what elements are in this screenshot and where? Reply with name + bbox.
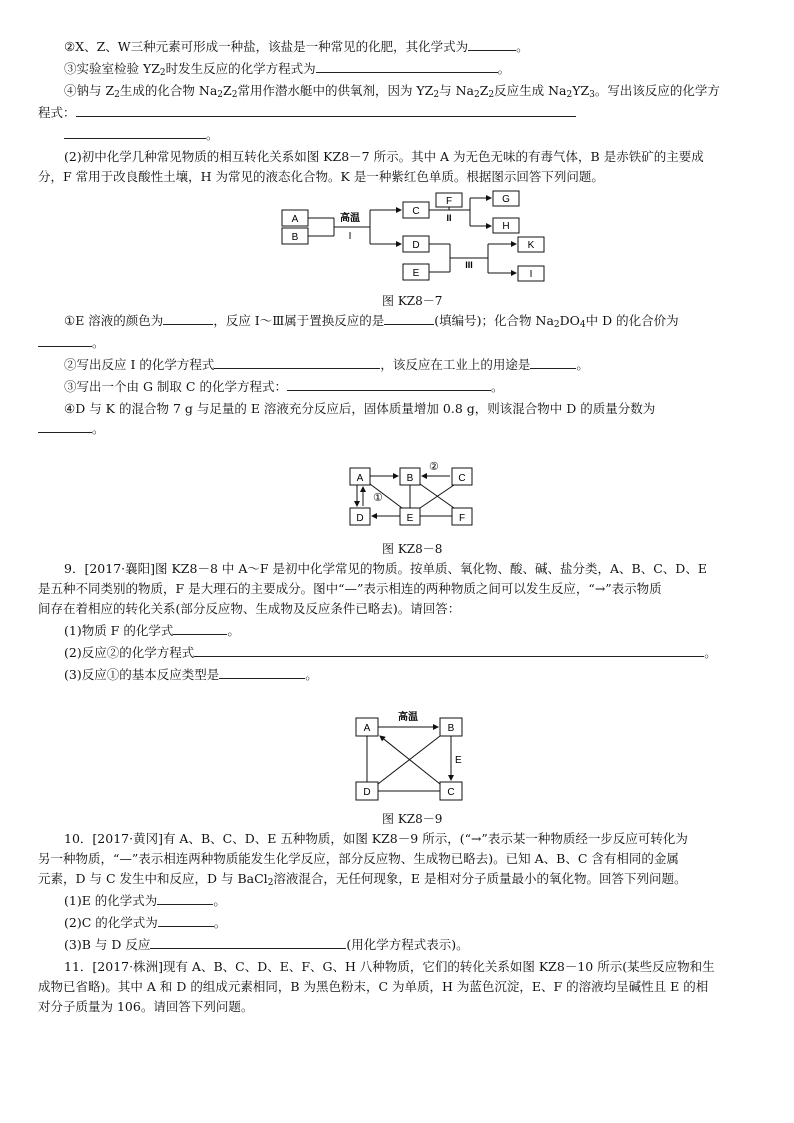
answer-blank[interactable] bbox=[219, 666, 305, 679]
condition-high-temp: 高温 bbox=[398, 712, 418, 723]
answer-blank[interactable] bbox=[316, 60, 498, 73]
q8-part2-line2: 分，F 常用于改良酸性土壤，H 为常见的液态化合物。K 是一种紫红色单质。根据图示回答下列问题。 bbox=[38, 169, 604, 184]
q9-answer2: (2)反应②的化学方程式 。 bbox=[64, 645, 717, 660]
box-label-b: B bbox=[291, 232, 299, 243]
answer-blank[interactable] bbox=[530, 356, 576, 369]
box-label-g: G bbox=[502, 194, 510, 205]
box-label-d: D bbox=[356, 513, 364, 524]
box-label-h: H bbox=[502, 221, 510, 232]
box-label-e: E bbox=[406, 513, 414, 524]
q8-item4-cont: 程式： bbox=[38, 104, 576, 122]
q10-answer1: (1)E 的化学式为 。 bbox=[64, 893, 226, 908]
box-label-d: D bbox=[363, 787, 371, 798]
figure-caption: 图 KZ8－8 bbox=[382, 542, 443, 556]
answer-blank[interactable] bbox=[468, 38, 516, 51]
box-label-f: F bbox=[458, 513, 466, 524]
box-label-a: A bbox=[291, 214, 299, 225]
reaction-number-1: ① bbox=[373, 492, 383, 504]
q9-answer1: (1)物质 F 的化学式 。 bbox=[64, 623, 240, 638]
box-label-e: E bbox=[412, 268, 420, 279]
answer-blank[interactable] bbox=[38, 420, 92, 433]
answer-blank[interactable] bbox=[38, 334, 92, 347]
q8-sub1-cont: 。 bbox=[38, 334, 105, 352]
q10-stem-line3: 元素，D 与 C 发生中和反应，D 与 BaCl$_2$溶液混合，无任何现象，E 是相对分子质量最小的氧化物。回答下列问题。 bbox=[38, 871, 687, 888]
reaction-number-2: ② bbox=[429, 461, 439, 473]
reaction-label-3: III bbox=[465, 260, 473, 270]
condition-high-temp: 高温 bbox=[340, 213, 360, 224]
q8-sub4: ④D 与 K 的混合物 7 g 与足量的 E 溶液充分反应后，固体质量增加 0.8 g，则该混合物中 D 的质量分数为 bbox=[64, 401, 656, 416]
q8-item2: ②X、Z、W三种元素可形成一种盐，该盐是一种常见的化肥，其化学式为 。 bbox=[64, 39, 529, 54]
box-label-k: K bbox=[527, 240, 535, 251]
q8-sub1: ①E 溶液的颜色为 ，反应 Ⅰ～Ⅲ属于置换反应的是 (填编号)；化合物 $Na_2DO_4$中 D 的化合价为 bbox=[64, 313, 679, 330]
figure-kz8-7 bbox=[270, 188, 550, 288]
q11-stem-line3: 对分子质量为 106。请回答下列问题。 bbox=[38, 999, 254, 1014]
q8-item4-end: 。 bbox=[64, 126, 219, 144]
q9-stem-line2: 是五种不同类别的物质，F 是大理石的主要成分。图中“—”表示相连的两种物质之间可以发生反应，“→”表示物质 bbox=[38, 581, 662, 596]
box-label-a: A bbox=[356, 473, 364, 484]
answer-blank[interactable] bbox=[163, 312, 213, 325]
answer-blank[interactable] bbox=[157, 892, 213, 905]
q9-stem-line1: 9．[2017·襄阳]图 KZ8－8 中 A～F 是初中化学常见的物质。按单质、氧化物、酸、碱、盐分类，A、B、C、D、E bbox=[64, 561, 707, 576]
edge-label-e: E bbox=[455, 755, 462, 766]
figure-kz8-8 bbox=[345, 460, 477, 532]
q9-answer3: (3)反应①的基本反应类型是 。 bbox=[64, 667, 318, 682]
answer-blank[interactable] bbox=[150, 936, 346, 949]
q10-answer2: (2)C 的化学式为 。 bbox=[64, 915, 227, 930]
answer-blank[interactable] bbox=[64, 126, 206, 139]
q11-stem-line1: 11．[2017·株洲]现有 A、B、C、D、E、F、G、H 八种物质，它们的转化关系如图 KZ8－10 所示(某些反应物和生 bbox=[64, 959, 715, 974]
answer-blank[interactable] bbox=[173, 622, 227, 635]
figure-caption: 图 KZ8－7 bbox=[382, 294, 443, 308]
q8-sub3: ③写出一个由 G 制取 C 的化学方程式： 。 bbox=[64, 379, 504, 394]
figure-kz8-9 bbox=[350, 708, 470, 804]
box-label-i: I bbox=[529, 269, 533, 280]
answer-blank[interactable] bbox=[214, 356, 380, 369]
answer-blank[interactable] bbox=[194, 644, 704, 657]
q10-stem-line1: 10．[2017·黄冈]有 A、B、C、D、E 五种物质，如图 KZ8－9 所示，(“→”表示某一种物质经一步反应可转化为 bbox=[64, 831, 688, 846]
q8-item4: ④钠与 $Z_2$生成的化合物 $Na_2Z_2$常用作潜水艇中的供氧剂，因为 $YZ_2$与 $Na_2Z_2$反应生成 $Na_2YZ_3$。写出该反应的化学方 bbox=[64, 83, 720, 100]
q8-part2-line1: (2)初中化学几种常见物质的相互转化关系如图 KZ8－7 所示。其中 A 为无色无味的有毒气体，B 是赤铁矿的主要成 bbox=[64, 149, 704, 164]
figure-caption: 图 KZ8－9 bbox=[382, 812, 443, 826]
box-label-f: F bbox=[445, 196, 453, 207]
q8-sub2: ②写出反应 Ⅰ 的化学方程式 ，该反应在工业上的用途是 。 bbox=[64, 357, 589, 372]
box-label-c: C bbox=[458, 473, 466, 484]
q8-sub4-cont: 。 bbox=[38, 420, 105, 438]
answer-blank[interactable] bbox=[76, 104, 576, 117]
q8-item3: ③实验室检验 $YZ_2$时发生反应的化学方程式为 。 bbox=[64, 61, 511, 78]
q10-answer3: (3)B 与 D 反应 (用化学方程式表示)。 bbox=[64, 937, 469, 952]
box-label-d: D bbox=[412, 240, 420, 251]
q11-stem-line2: 成物已省略)。其中 A 和 D 的组成元素相同，B 为黑色粉末，C 为单质，H 为蓝色沉淀，E、F 的溶液均呈碱性且 E 的相 bbox=[38, 979, 709, 994]
reaction-label-1: I bbox=[348, 231, 352, 242]
answer-blank[interactable] bbox=[384, 312, 434, 325]
answer-blank[interactable] bbox=[287, 378, 491, 391]
reaction-label-2: II bbox=[446, 213, 452, 223]
q9-stem-line3: 间存在着相应的转化关系(部分反应物、生成物及反应条件已略去)。请回答： bbox=[38, 601, 461, 616]
q10-stem-line2: 另一种物质，“—”表示相连两种物质能发生化学反应，部分反应物、生成物已略去)。已知 A、B、C 含有相同的金属 bbox=[38, 851, 679, 866]
box-label-b: B bbox=[406, 473, 414, 484]
box-label-c: C bbox=[447, 787, 455, 798]
answer-blank[interactable] bbox=[158, 914, 214, 927]
box-label-b: B bbox=[447, 723, 455, 734]
box-label-a: A bbox=[363, 723, 371, 734]
box-label-c: C bbox=[412, 206, 420, 217]
